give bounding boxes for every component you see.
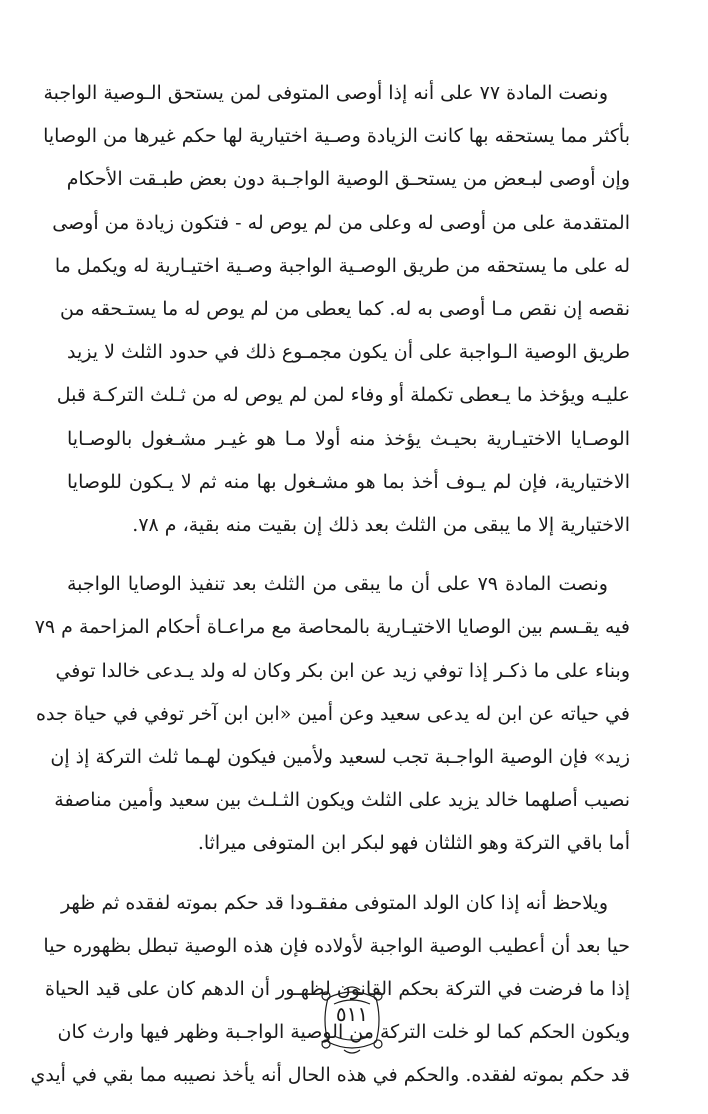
page-number-ornament xyxy=(314,982,390,1058)
text-line: زيد» فإن الوصية الواجـبة تجب لسعيد ولأمين فيكون لهـما ثلث التركة إذ إن xyxy=(50,746,630,769)
text-line: له على ما يستحقه من طريق الوصـية الواجبة وصـية اختيـارية له ويكمل ما xyxy=(54,254,630,277)
paragraph-article-79 xyxy=(34,563,630,865)
text-line: الوصـايا الاختيـارية بحيـث يؤخذ منه أولا مـا هو غيـر مشـغول بالوصـايا xyxy=(67,427,630,450)
text-line: أما باقي التركة وهو الثلثان فهو لبكر ابن المتوفى ميراثا. xyxy=(197,832,630,855)
paragraph-article-77 xyxy=(43,72,630,547)
text-line: ويلاحظ أنه إذا كان الولد المتوفى مفقـودا قد حكم بموته لفقده ثم ظهر xyxy=(60,891,608,914)
page-body xyxy=(30,72,630,1114)
text-line: ونصت المادة ٧٩ على أن ما يبقى من الثلث بعد تنفيذ الوصايا الواجبة xyxy=(67,573,608,596)
text-line: الاختيارية إلا ما يبقى من الثلث بعد ذلك إن بقيت منه بقية، م ٧٨. xyxy=(132,514,630,537)
text-line: عليـه ويؤخذ ما يـعطى تكملة أو وفاء لمن لم يوص له من ثـلث التركـة قبل xyxy=(56,384,630,407)
text-line: إذا ما فرضت في التركة بحكم القانون لظهـور أن الدهم كان على قيد الحياة xyxy=(45,978,630,1001)
text-line: بأكثر مما يستحقه بها كانت الزيادة وصـية اختيارية لها حكم غيرها من الوصايا xyxy=(43,125,630,148)
page-number: ٥١١ xyxy=(335,1002,369,1026)
text-line: في حياته عن ابن له يدعى سعيد وعن أمين «ابن ابن آخر توفي في حياة جده xyxy=(36,702,630,725)
text-line: ويكون الحكم كما لو خلت التركة من الوصية الواجـبة وظهر فيها وارث كان xyxy=(57,1021,630,1044)
text-line: حيا بعد أن أعطيب الوصية الواجبة لأولاده فإن هذه الوصية تبطل بظهوره حيا xyxy=(43,934,630,957)
text-line: نصيب أصلهما خالد يزيد على الثلث ويكون الثـلـث بين سعيد وأمين مناصفة xyxy=(54,789,630,812)
text-line: طريق الوصية الـواجبة على أن يكون مجمـوع ذلك في حدود الثلث لا يزيد xyxy=(67,341,630,364)
text-line: المتقدمة على من أوصى له وعلى من لم يوص له - فتكون زيادة من أوصى xyxy=(52,211,630,234)
text-line: فيه يقـسم بين الوصايا الاختيـارية بالمحاصة مع مراعـاة أحكام المزاحمة م ٧٩ xyxy=(34,616,630,639)
text-line: وبناء على ما ذكـر إذا توفي زيد عن ابن بكر وكان له ولد يـدعى خالدا توفي xyxy=(55,659,630,682)
text-line: نقصه إن نقص مـا أوصى به له. كما يعطى من لم يوص له ما يستـحقه من xyxy=(59,298,630,321)
text-line: وإن أوصى لبـعض من يستحـق الوصية الواجـبة دون بعض طبـقت الأحكام xyxy=(66,168,630,191)
text-line: الاختيارية، فإن لم يـوف أخذ بما هو مشـغول بها منه ثم لا يـكون للوصايا xyxy=(67,470,630,493)
text-line: ونصت المادة ٧٧ على أنه إذا أوصى المتوفى لمن يستحق الـوصية الواجبة xyxy=(43,82,608,104)
text-line: قد حكم بموته لفقده. والحكم في هذه الحال أنه يأخذ نصيبه مما بقي في أيدي xyxy=(30,1064,630,1087)
